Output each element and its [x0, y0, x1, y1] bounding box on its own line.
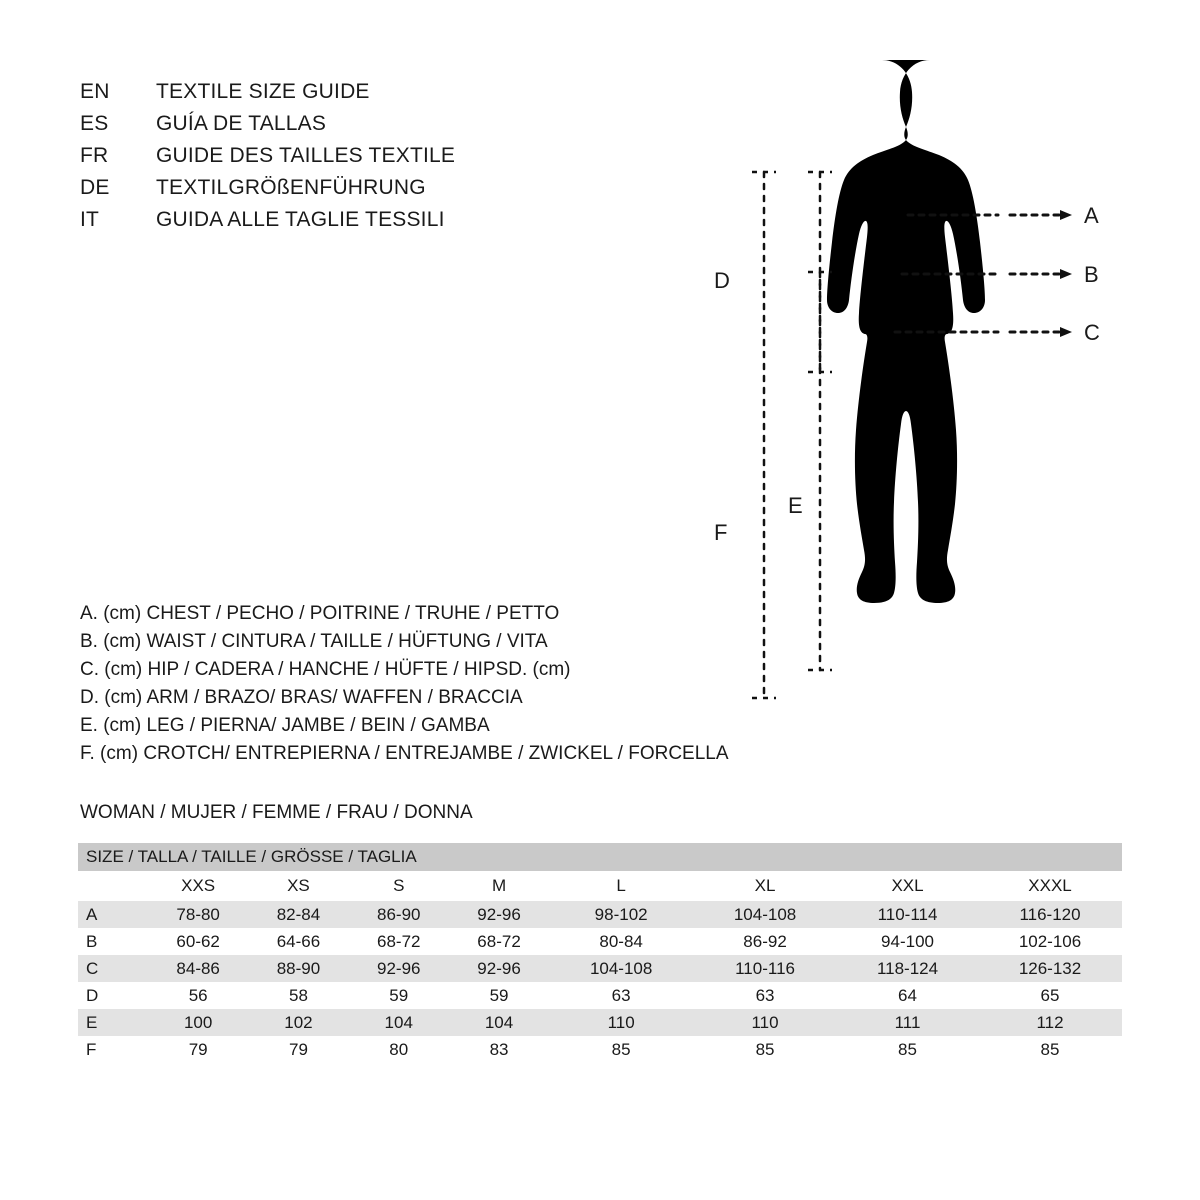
table-cell: 110-114 [837, 901, 978, 928]
legend-row-c: C. (cm) HIP / CADERA / HANCHE / HÜFTE / HIPSD. (cm) [80, 659, 571, 680]
table-cell: 110-116 [693, 955, 837, 982]
table-cell: 86-90 [349, 901, 449, 928]
table-cell: 68-72 [449, 928, 549, 955]
table-cell: 85 [693, 1036, 837, 1063]
title-text: TEXTILE SIZE GUIDE [156, 80, 370, 103]
title-row [80, 176, 640, 208]
table-cell: 104-108 [693, 901, 837, 928]
title-lang-code: EN [80, 80, 110, 103]
title-row [80, 208, 640, 240]
measurement-figure [680, 20, 1140, 780]
table-row-label: C [78, 955, 148, 982]
table-cell: 65 [978, 982, 1122, 1009]
title-text: TEXTILGRÖßENFÜHRUNG [156, 176, 426, 199]
table-cell: 80-84 [549, 928, 693, 955]
table-cell: 104 [449, 1009, 549, 1036]
title-text: GUÍA DE TALLAS [156, 112, 327, 135]
table-cell: 60-62 [148, 928, 248, 955]
table-cell: 98-102 [549, 901, 693, 928]
table-cell: 79 [248, 1036, 348, 1063]
section-heading: WOMAN / MUJER / FEMME / FRAU / DONNA [80, 802, 473, 823]
figure-label-f: F [714, 520, 728, 545]
figure-label-c: C [1084, 320, 1100, 345]
table-cell: 63 [693, 982, 837, 1009]
table-cell: 78-80 [148, 901, 248, 928]
figure-label-a: A [1084, 203, 1099, 228]
title-lang-code: DE [80, 176, 110, 199]
title-row [80, 80, 640, 112]
legend-row-b: B. (cm) WAIST / CINTURA / TAILLE / HÜFTUNG / VITA [80, 631, 548, 652]
table-cell: 83 [449, 1036, 549, 1063]
figure-label-e: E [788, 493, 803, 518]
table-cell: 118-124 [837, 955, 978, 982]
table-row [78, 982, 1122, 1009]
table-cell: 110 [693, 1009, 837, 1036]
table-cell: 126-132 [978, 955, 1122, 982]
table-cell: 92-96 [349, 955, 449, 982]
table-cell: 92-96 [449, 955, 549, 982]
table-cell: 79 [148, 1036, 248, 1063]
table-cell: 116-120 [978, 901, 1122, 928]
table-row-label: A [78, 901, 148, 928]
table-cell: 59 [349, 982, 449, 1009]
table-cell: 94-100 [837, 928, 978, 955]
table-cell: 102-106 [978, 928, 1122, 955]
figure-label-b: B [1084, 262, 1099, 287]
table-col-header-s: S [349, 871, 449, 901]
table-cell: 112 [978, 1009, 1122, 1036]
title-text: GUIDE DES TAILLES TEXTILE [156, 144, 456, 167]
table-cell: 100 [148, 1009, 248, 1036]
table-col-header-m: M [449, 871, 549, 901]
table-cell: 64-66 [248, 928, 348, 955]
table-col-header-xxl: XXL [837, 871, 978, 901]
table-cell: 92-96 [449, 901, 549, 928]
figure-label-d: D [714, 268, 730, 293]
table-band-header-row [78, 843, 1122, 871]
table-cell: 88-90 [248, 955, 348, 982]
measure-line-e [808, 272, 832, 670]
table-cell: 56 [148, 982, 248, 1009]
table-col-header-l: L [549, 871, 693, 901]
table-cell: 111 [837, 1009, 978, 1036]
table-cell: 64 [837, 982, 978, 1009]
legend-row-d: D. (cm) ARM / BRAZO/ BRAS/ WAFFEN / BRACCIA [80, 687, 523, 708]
legend-row-f: F. (cm) CROTCH/ ENTREPIERNA / ENTREJAMBE / ZWICKEL / FORCELLA [80, 743, 729, 764]
legend-row-e: E. (cm) LEG / PIERNA/ JAMBE / BEIN / GAMBA [80, 715, 490, 736]
title-text: GUIDA ALLE TAGLIE TESSILI [156, 208, 445, 231]
table-cell: 85 [978, 1036, 1122, 1063]
title-lang-code: ES [80, 112, 109, 135]
table-column-header-row [78, 871, 1122, 901]
table-cell: 86-92 [693, 928, 837, 955]
title-lang-code: IT [80, 208, 100, 231]
table-band-header: SIZE / TALLA / TAILLE / GRÖSSE / TAGLIA [78, 843, 1122, 871]
table-cell: 110 [549, 1009, 693, 1036]
size-table [78, 843, 1122, 1063]
table-corner-cell [78, 871, 148, 901]
table-col-header-xl: XL [693, 871, 837, 901]
legend-block [80, 600, 740, 768]
table-cell: 63 [549, 982, 693, 1009]
title-row [80, 144, 640, 176]
table-col-header-xs: XS [248, 871, 348, 901]
table-row-label: D [78, 982, 148, 1009]
measure-line-f [752, 172, 776, 698]
table-row [78, 928, 1122, 955]
title-lang-code: FR [80, 144, 109, 167]
table-cell: 84-86 [148, 955, 248, 982]
table-row-label: E [78, 1009, 148, 1036]
table-cell: 85 [549, 1036, 693, 1063]
title-row [80, 112, 640, 144]
table-row [78, 955, 1122, 982]
table-cell: 68-72 [349, 928, 449, 955]
table-cell: 80 [349, 1036, 449, 1063]
table-cell: 85 [837, 1036, 978, 1063]
table-col-header-xxs: XXS [148, 871, 248, 901]
table-cell: 58 [248, 982, 348, 1009]
table-cell: 82-84 [248, 901, 348, 928]
table-row [78, 1009, 1122, 1036]
table-row-label: F [78, 1036, 148, 1063]
title-block [80, 80, 640, 240]
table-row-label: B [78, 928, 148, 955]
table-row [78, 1036, 1122, 1063]
table-col-header-xxxl: XXXL [978, 871, 1122, 901]
table-cell: 104-108 [549, 955, 693, 982]
legend-row-a: A. (cm) CHEST / PECHO / POITRINE / TRUHE / PETTO [80, 603, 560, 624]
table-cell: 104 [349, 1009, 449, 1036]
table-cell: 59 [449, 982, 549, 1009]
table-cell: 102 [248, 1009, 348, 1036]
table-row [78, 901, 1122, 928]
